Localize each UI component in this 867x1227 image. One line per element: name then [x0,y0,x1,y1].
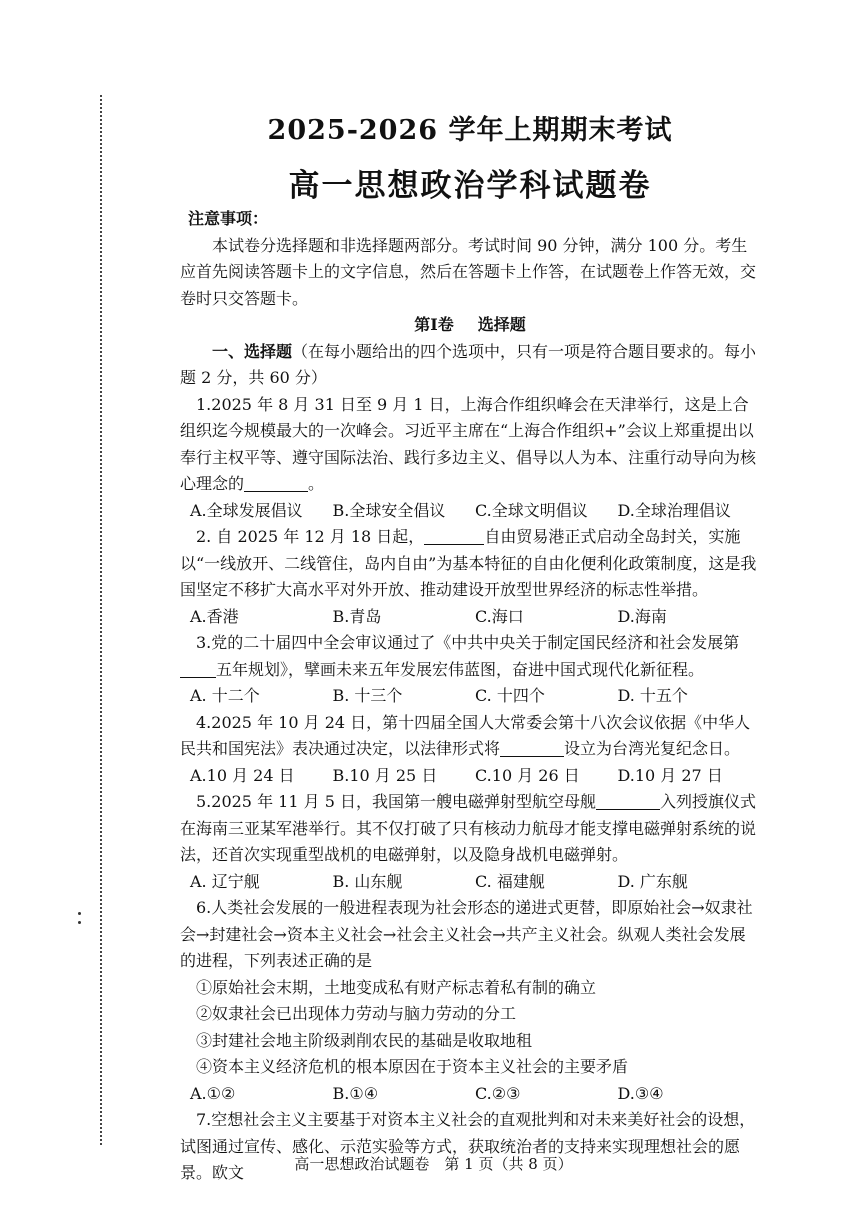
question-1: 1.2025 年 8 月 31 日至 9 月 1 日，上海合作组织峰会在天津举行，这是上合组织迄今规模最大的一次峰会。习近平主席在“上海合作组织+”会议上郑重提出以奉行主权平等、遵守国际法治、践行多边主义、倡导以人为本、注重行动导向为核心理念的 。 [180,394,757,493]
exam-subtitle: 高一思想政治学科试题卷 [288,168,652,204]
part-title [180,312,760,339]
option-d: D. 广东舰 [617,871,688,891]
exam-title: 2025-2026 学年上期期末考试 [267,115,673,146]
exam-body [180,206,760,1187]
question-4-options [180,763,760,790]
statement-1: ①原始社会末期，土地变成私有财产标志着私有制的确立 [196,977,597,997]
page-footer: 高一思想政治试题卷 第 1 页（共 8 页） [294,1155,573,1173]
part-name: 选择题 [477,315,526,334]
option-b: B.青岛 [332,606,382,626]
question-3: 3.党的二十届四中全会审议通过了《中共中央关于制定国民经济和社会发展第五年规划》，擘画未来五年发展宏伟蓝图，奋进中国式现代化新征程。 [180,630,760,683]
option-a: A. 辽宁舰 [190,871,260,891]
statement-4: ④资本主义经济危机的根本原因在于资本主义社会的主要矛盾 [196,1057,629,1076]
section-heading: 一、选择题（在每小题给出的四个选项中，只有一项是符合题目要求的。每小题 2 分，共 60 分） [180,341,757,387]
question-4: 4.2025 年 10 月 24 日，第十四届全国人大常委会第十八次会议依据《中华人民共和国宪法》表决通过决定，以法律形式将 设立为台湾光复纪念日。 [180,712,751,758]
question-2: 2. 自 2025 年 12 月 18 日起， 自由贸易港正式启动全岛封关，实施以“一线放开、二线管住，岛内自由”为基本特征的自由化便利化政策制度，这是我国坚定不移扩大高水平对外开放、推动建设开放型世界经济的标志性举措。 [180,527,757,599]
statement-2: ②奴隶社会已出现体力劳动与脑力劳动的分工 [196,1004,517,1023]
binding-line [100,95,102,1145]
option-b: B. 十三个 [332,686,403,705]
option-a: A.①② [190,1083,236,1103]
question-6: 6.人类社会发展的一般进程表现为社会形态的递进式更替，即原始社会→奴隶社会→封建社会→资本主义社会→社会主义社会→共产主义社会。纵观人类社会发展的进程，下列表述正确的是 [180,898,753,970]
option-c: C.10 月 26 日 [475,765,580,785]
answer-blank [180,661,216,678]
option-d: D.10 月 27 日 [617,765,723,785]
answer-blank [424,528,484,545]
option-c: C.②③ [475,1083,521,1103]
option-a: A.香港 [190,606,239,626]
question-7: 7.空想社会主义主要基于对资本主义社会的直观批判和对未来美好社会的设想，试图通过宣传、感化、示范实验等方式，获取统治者的支持来实现理想社会的愿景。欧文 [180,1110,756,1182]
option-c: C. 十四个 [475,686,545,705]
binding-mark [78,912,81,915]
answer-blank [596,793,660,810]
option-a: A.全球发展倡议 [190,500,303,520]
option-c: C. 福建舰 [475,871,545,891]
binding-mark [78,921,81,924]
statement-3: ③封建社会地主阶级剥削农民的基础是收取地租 [196,1030,533,1050]
question-3-options [180,683,760,710]
option-a: A.10 月 24 日 [190,765,295,785]
answer-blank [500,740,564,757]
option-b: B.①④ [332,1083,379,1103]
question-5: 5.2025 年 11 月 5 日，我国第一艘电磁弹射型航空母舰 入列授旗仪式在海南三亚某军港举行。其不仅打破了只有核动力航母才能支撑电磁弹射系统的说法，还首次实现重型战机的电磁弹射，以及隐身战机电磁弹射。 [180,792,757,864]
part-label: 第Ⅰ卷 [414,315,454,334]
question-2-options [180,604,760,631]
question-1-options [180,498,760,525]
option-d: D.③④ [617,1083,664,1103]
option-d: D.全球治理倡议 [617,500,731,520]
answer-blank [244,475,308,492]
option-b: B.全球安全倡议 [332,500,446,520]
option-b: B.10 月 25 日 [332,765,438,785]
question-5-options [180,869,760,896]
notice-heading: 注意事项： [188,209,269,228]
question-6-options [180,1081,760,1108]
option-b: B. 山东舰 [332,871,403,891]
notice-text: 本试卷分选择题和非选择题两部分。考试时间 90 分钟，满分 100 分。考生应首先阅读答题卡上的文字信息，然后在答题卡上作答，在试题卷上作答无效，交卷时只交答题卡。 [180,235,757,308]
option-d: D. 十五个 [617,686,688,705]
option-c: C.海口 [475,606,524,626]
option-a: A. 十二个 [190,686,260,705]
option-c: C.全球文明倡议 [475,500,588,520]
option-d: D.海南 [617,606,667,626]
